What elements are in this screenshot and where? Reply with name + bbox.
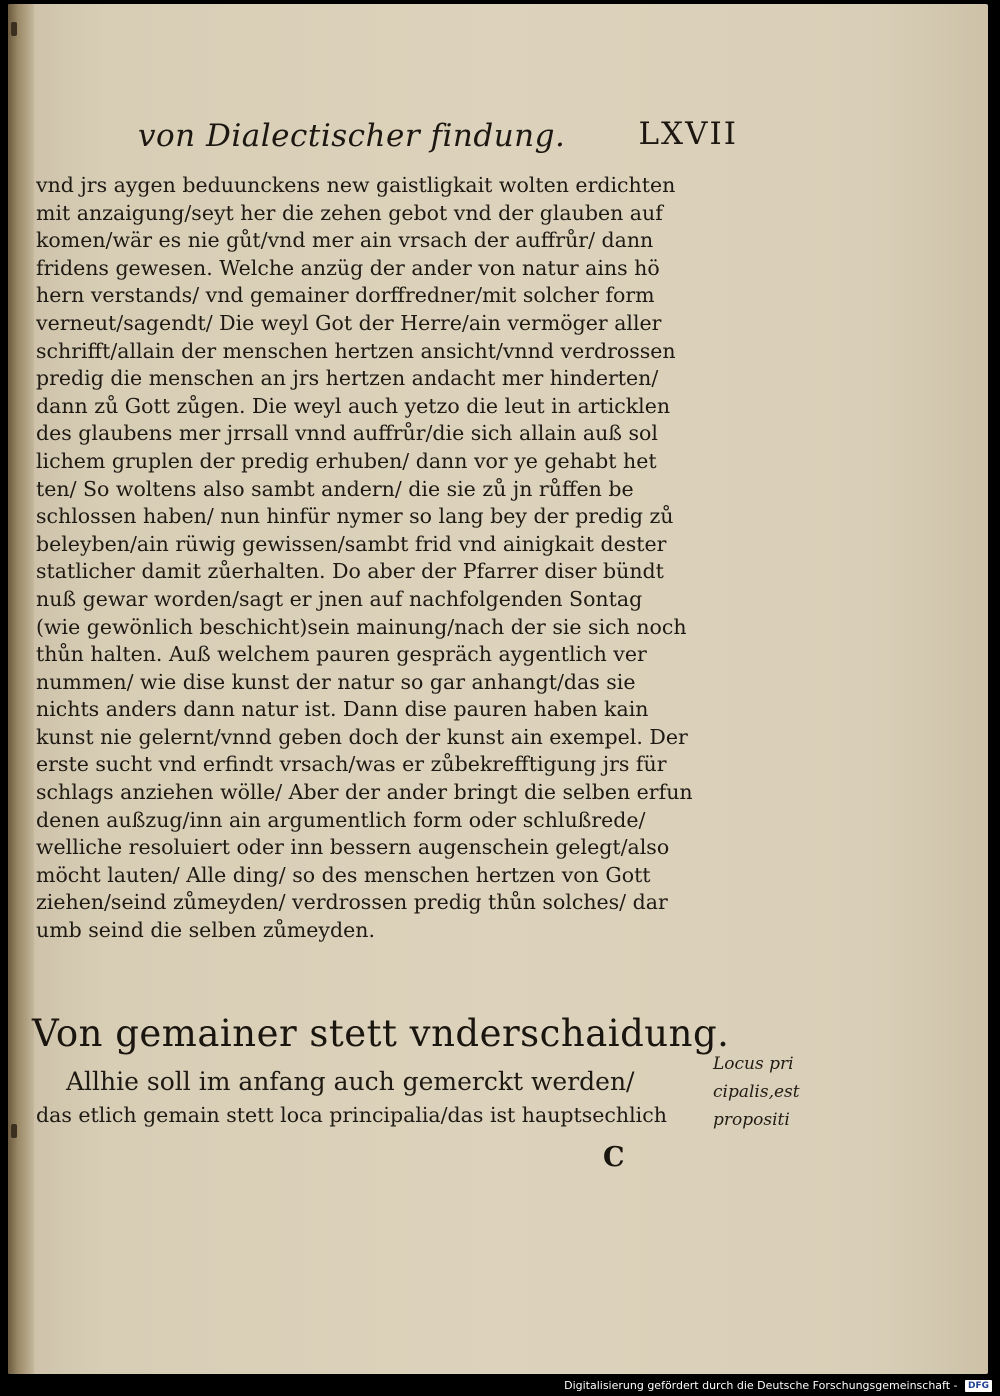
text-line: denen außzug/inn ain argumentlich form oder schlußrede/ — [36, 807, 646, 832]
text-line: hern verstands/ vnd gemainer dorffredner/mit solcher form — [36, 283, 655, 308]
marginal-note — [713, 1050, 805, 1134]
marginal-note-line: cipalis,est — [713, 1082, 800, 1102]
text-line: lichem gruplen der predig erhuben/ dann vor ye gehabt het — [36, 448, 657, 473]
text-line: dann zů Gott zůgen. Die weyl auch yetzo die leut in articklen — [36, 393, 671, 418]
text-line: welliche resoluiert oder inn bessern augenschein gelegt/also — [36, 835, 670, 860]
text-line: fridens gewesen. Welche anzüg der ander von natur ains hö — [36, 255, 660, 280]
text-line: beleyben/ain rüwig gewissen/sambt frid vnd ainigkait dester — [36, 531, 667, 556]
book-page — [8, 4, 988, 1374]
text-line: statlicher damit zůerhalten. Do aber der Pfarrer diser bündt — [36, 559, 664, 584]
funding-text: Digitalisierung gefördert durch die Deutsche Forschungsgemeinschaft - — [564, 1379, 958, 1392]
text-line: schrifft/allain der menschen hertzen ansicht/vnnd verdrossen — [36, 338, 676, 363]
binding-mark — [11, 1124, 17, 1138]
text-line: mit anzaigung/seyt her die zehen gebot vnd der glauben auf — [36, 200, 663, 225]
text-line: (wie gewönlich beschicht)sein mainung/nach der sie sich noch — [36, 614, 687, 639]
paragraph-first-line: Allhie soll im anfang auch gemerckt werden/ — [66, 1067, 635, 1096]
text-line: komen/wär es nie gůt/vnd mer ain vrsach der auffrůr/ dann — [36, 228, 654, 253]
marginal-note-line: Locus pri — [713, 1054, 794, 1074]
text-line: ziehen/seind zůmeyden/ verdrossen predig thůn solches/ dar — [36, 890, 668, 915]
paragraph-second-line: das etlich gemain stett loca principalia/das ist hauptsechlich — [36, 1103, 667, 1127]
folio-number: LXVII — [638, 116, 738, 152]
text-line: verneut/sagendt/ Die weyl Got der Herre/ain vermöger aller — [36, 310, 662, 335]
text-line: nuß gewar worden/sagt er jnen auf nachfolgenden Sontag — [36, 586, 643, 611]
funding-footer — [564, 1378, 992, 1394]
text-line: umb seind die selben zůmeyden. — [36, 918, 375, 943]
page-gutter — [8, 4, 34, 1374]
text-line: vnd jrs aygen beduunckens new gaistligkait wolten erdichten — [36, 173, 676, 197]
text-line: nummen/ wie dise kunst der natur so gar anhangt/das sie — [36, 669, 636, 694]
text-line: predig die menschen an jrs hertzen andacht mer hinderten/ — [36, 366, 659, 391]
text-line: ten/ So woltens also sambt andern/ die sie zů jn růffen be — [36, 476, 634, 501]
text-line: erste sucht vnd erfindt vrsach/was er zůbekrefftigung jrs für — [36, 752, 667, 777]
text-line: schlags anziehen wölle/ Aber der ander bringt die selben erfun — [36, 780, 693, 805]
body-text-block — [36, 172, 736, 945]
text-line: schlossen haben/ nun hinfür nymer so lang bey der predig zů — [36, 504, 674, 529]
text-line: kunst nie gelernt/vnnd geben doch der kunst ain exempel. Der — [36, 724, 688, 749]
binding-mark — [11, 22, 17, 36]
section-paragraph — [36, 1064, 716, 1130]
marginal-note-line: propositi — [713, 1110, 790, 1130]
text-line: nichts anders dann natur ist. Dann dise pauren haben kain — [36, 697, 649, 722]
catchword: C — [603, 1142, 625, 1173]
running-title: von Dialectischer findung. — [138, 118, 566, 154]
section-heading: Von gemainer stett vnderschaidung. — [32, 1012, 730, 1055]
text-line: des glaubens mer jrrsall vnnd auffrůr/die sich allain auß sol — [36, 421, 658, 446]
running-header — [138, 114, 738, 164]
text-line: möcht lauten/ Alle ding/ so des menschen hertzen von Gott — [36, 862, 651, 887]
text-line: thůn halten. Auß welchem pauren gespräch aygentlich ver — [36, 642, 647, 667]
dfg-logo-icon: DFG — [965, 1380, 992, 1392]
